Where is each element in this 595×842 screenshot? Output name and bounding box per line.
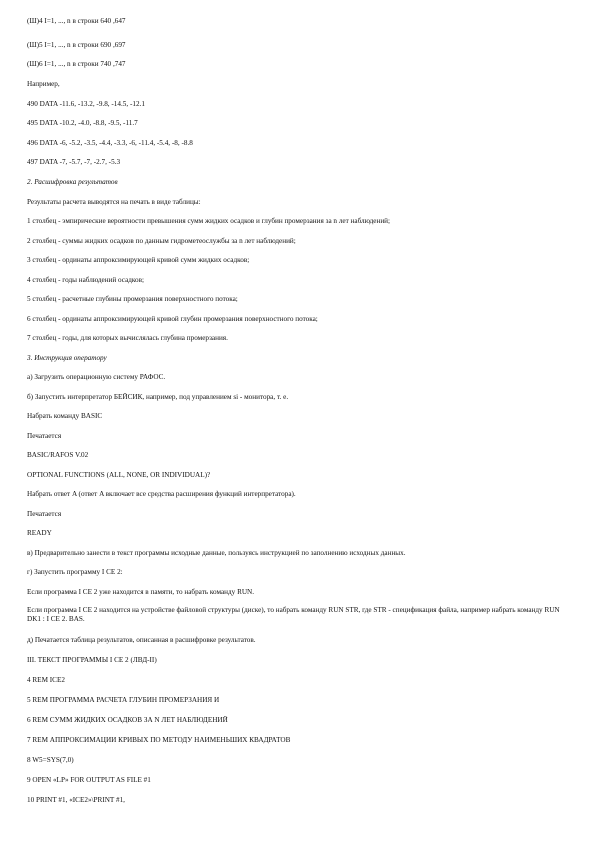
text-line: 7 столбец - годы, для которых вычислялась глубина промерзания. (27, 334, 228, 342)
text-line: 490 DATA -11.6, -13.2, -9.8, -14.5, -12.1 (27, 100, 145, 108)
text-line: 4 столбец - годы наблюдений осадков; (27, 276, 145, 284)
text-line: 2 столбец - суммы жидких осадков по данным гидрометеослужбы за n лет наблюдений; (27, 237, 296, 245)
text-line: 6 столбец - ординаты аппроксимирующей кривой глубин промерзания поверхностного потока; (27, 315, 318, 323)
text-line: 1 столбец - эмпирические вероятности превышения сумм жидких осадков и глубин промерзания за n лет наблюдений; (27, 217, 391, 225)
text-line: Набрать ответ A (ответ A включает все средства расширения функций интерпретатора). (27, 490, 296, 498)
text-line: 495 DATA -10.2, -4.0, -8.8, -9.5, -11.7 (27, 119, 138, 127)
text-line: Набрать команду BASIC (27, 412, 103, 420)
text-line: Например, (27, 80, 60, 88)
code-line: 4 REM ICE2 (27, 676, 65, 684)
code-line: 5 REM ПРОГРАММА РАСЧЕТА ГЛУБИН ПРОМЕРЗАНИЯ И (27, 696, 220, 704)
text-line: Результаты расчета выводятся на печать в виде таблицы: (27, 198, 201, 206)
code-line: 10 PRINT #1, «ICE2»\PRINT #1, (27, 796, 125, 804)
text-line: (Ш)4 I=1, ..., n в строки 640 ,647 (27, 17, 126, 25)
text-line: а) Загрузить операционную систему РАФОС. (27, 373, 166, 381)
text-line: Печатается (27, 432, 62, 440)
text-line: 497 DATA -7, -5.7, -7, -2.7, -5.3 (27, 158, 121, 166)
text-line: 3 столбец - ординаты аппроксимирующей кривой сумм жидких осадков; (27, 256, 250, 264)
section-heading: 3. Инструкция оператору (27, 354, 107, 362)
text-line: 496 DATA -6, -5.2, -3.5, -4.4, -3.3, -6, -11.4, -5.4, -8, -8.8 (27, 139, 193, 147)
text-line: б) Запустить интерпретатор БЕЙСИК, например, под управлением si - монитора, т. е. (27, 393, 289, 401)
text-line: Печатается (27, 510, 62, 518)
section-heading: 2. Расшифровка результатов (27, 178, 118, 186)
text-line: READY (27, 529, 52, 537)
text-line: г) Запустить программу I CE 2: (27, 568, 123, 576)
text-line: д) Печатается таблица результатов, описанная в расшифровке результатов. (27, 636, 256, 644)
code-line: 9 OPEN «LP» FOR OUTPUT AS FILE #1 (27, 776, 151, 784)
text-line: OPTIONAL FUNCTIONS (ALL, NONE, OR INDIVIDUAL)? (27, 471, 211, 479)
text-paragraph: Если программа I CE 2 находится на устройстве файловой структуры (диске), то набрать команду RUN STR, где STR - спецификация файла, например набрать команду RUN DK1 : I CE 2. BAS. (27, 606, 560, 623)
text-line: (Ш)6 I=1, ..., n в строки 740 ,747 (27, 60, 126, 68)
code-line: 8 W5=SYS(7,0) (27, 756, 74, 764)
section-heading: III. ТЕКСТ ПРОГРАММЫ I CE 2 (ЛВД-II) (27, 656, 157, 664)
text-line: в) Предварительно занести в текст программы исходные данные, пользуясь инструкцией по заполнению исходных данных. (27, 549, 406, 557)
text-line: (Ш)5 I=1, ..., n в строки 690 ,697 (27, 41, 126, 49)
code-line: 7 REM АППРОКСИМАЦИИ КРИВЫХ ПО МЕТОДУ НАИМЕНЬШИХ КВАДРАТОВ (27, 736, 291, 744)
text-line: 5 столбец - расчетные глубины промерзания поверхностного потока; (27, 295, 238, 303)
text-line: Если программа I CE 2 уже находится в памяти, то набрать команду RUN. (27, 588, 255, 596)
code-line: 6 REM СУММ ЖИДКИХ ОСАДКОВ ЗА N ЛЕТ НАБЛЮДЕНИЙ (27, 716, 228, 724)
text-line: BASIC/RAFOS V.02 (27, 451, 89, 459)
